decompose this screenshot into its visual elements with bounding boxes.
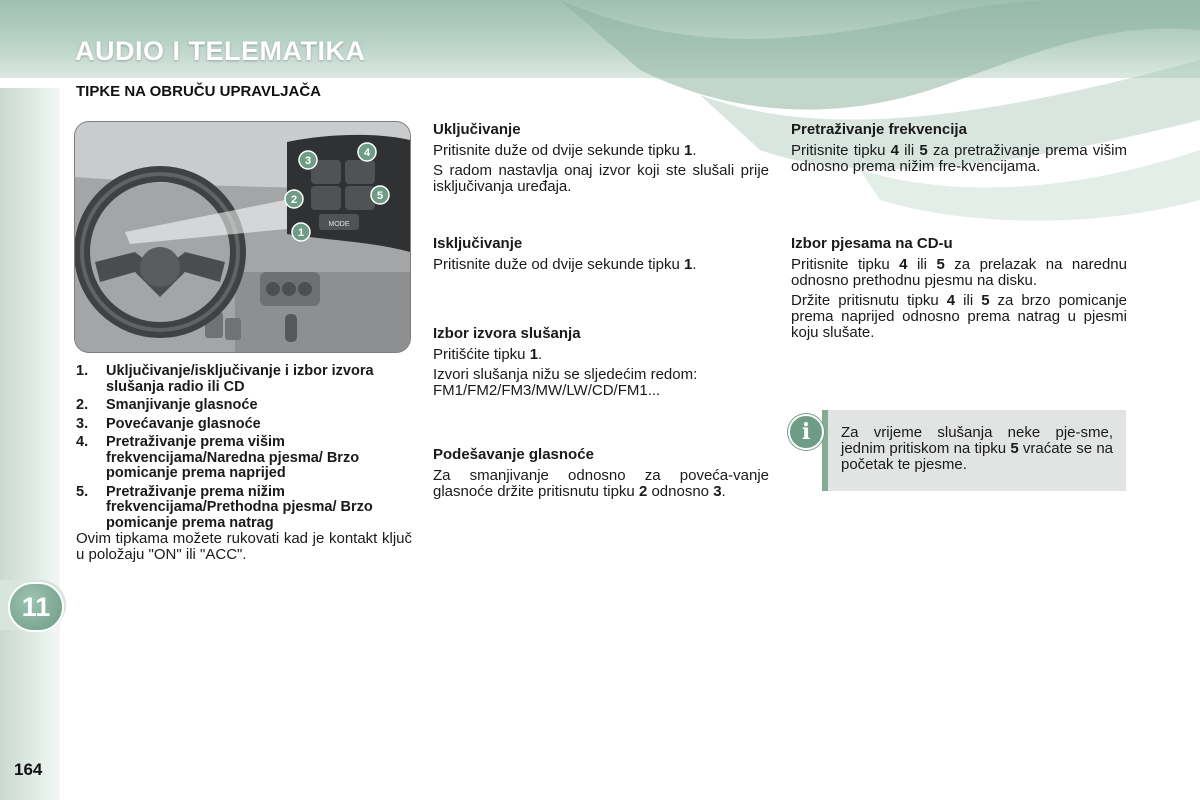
- callout-1: 1: [297, 227, 305, 239]
- left-margin-strip: [0, 88, 60, 800]
- mode-button-label: MODE: [328, 221, 350, 228]
- button-function-list: [76, 364, 412, 534]
- section-frequency-search: [791, 121, 1127, 179]
- paragraph: Pritisnite tipku 4 ili 5 za prelazak na narednu odnosno prethodnu pjesmu na disku.: [791, 256, 1127, 289]
- section-volume: [433, 446, 769, 504]
- heading-switch-on: Uključivanje: [433, 121, 521, 138]
- callout-2: 2: [290, 194, 298, 206]
- section-cd-track: [791, 235, 1127, 345]
- list-item: [76, 417, 412, 433]
- list-item-text: Uključivanje/isključivanje i izbor izvora slušanja radio ili CD: [106, 363, 374, 395]
- heading-volume: Podešavanje glasnoće: [433, 446, 594, 463]
- heading-source: Izbor izvora slušanja: [433, 325, 581, 342]
- info-icon: i: [788, 414, 824, 450]
- list-item-number: 4.: [76, 434, 89, 450]
- paragraph: Izvori slušanja nižu se sljedećim redom: FM1/FM2/FM3/MW/LW/CD/FM1...: [433, 366, 698, 399]
- list-item: [76, 485, 412, 532]
- list-item-number: 2.: [76, 397, 89, 413]
- ignition-note: Ovim tipkama možete rukovati kad je kontakt ključ u položaju "ON" ili "ACC".: [76, 530, 412, 563]
- paragraph: Pritisnite tipku 4 ili 5 za pretraživanje prema višim odnosno prema nižim fre-kvencijama.: [791, 142, 1127, 175]
- paragraph: Pritisnite duže od dvije sekunde tipku 1.: [433, 256, 697, 273]
- list-item-number: 3.: [76, 415, 89, 432]
- list-item-number: 5.: [76, 483, 89, 500]
- callout-4: 4: [363, 147, 371, 159]
- info-text: Za vrijeme slušanja neke pje-sme, jednim pritiskom na tipku 5 vraćate se na početak te pjesme.: [841, 424, 1114, 473]
- heading-frequency-search: Pretraživanje frekvencija: [791, 121, 967, 138]
- section-title: TIPKE NA OBRUČU UPRAVLJAČA: [76, 83, 322, 100]
- steering-wheel-illustration: [75, 122, 410, 352]
- heading-cd-track: Izbor pjesama na CD-u: [791, 235, 953, 252]
- page-title: AUDIO I TELEMATIKA: [75, 36, 366, 66]
- list-item-text: Pretraživanje prema višim frekvencijama/Naredna pjesma/ Brzo pomicanje prema naprijed: [106, 434, 360, 481]
- list-item-text: Pretraživanje prema nižim frekvencijama/Prethodna pjesma/ Brzo pomicanje prema natrag: [106, 483, 373, 531]
- paragraph: S radom nastavlja onaj izvor koji ste slušali prije isključivanja uređaja.: [433, 162, 769, 195]
- section-switch-off: [433, 235, 769, 277]
- list-item: [76, 435, 412, 482]
- list-item-text: Smanjivanje glasnoće: [106, 397, 258, 413]
- paragraph: Pritisnite duže od dvije sekunde tipku 1.: [433, 142, 697, 159]
- heading-switch-off: Isključivanje: [433, 235, 523, 252]
- paragraph: Držite pritisnutu tipku 4 ili 5 za brzo pomicanje prema naprijed odnosno prema natrag u pjesmi koju slušate.: [791, 292, 1127, 341]
- list-item-number: 1.: [76, 363, 89, 379]
- section-source: [433, 325, 769, 403]
- list-item-text: Povećavanje glasnoće: [106, 415, 261, 432]
- chapter-number: 11: [8, 582, 64, 632]
- page-number: 164: [14, 760, 43, 779]
- list-item: [76, 398, 412, 414]
- section-switch-on: [433, 121, 769, 199]
- list-item: [76, 364, 412, 395]
- paragraph: Pritišćite tipku 1.: [433, 346, 543, 363]
- paragraph: Za smanjivanje odnosno za poveća-vanje glasnoće držite pritisnutu tipku 2 odnosno 3.: [433, 467, 769, 500]
- callout-3: 3: [304, 155, 312, 167]
- callout-5: 5: [376, 190, 384, 202]
